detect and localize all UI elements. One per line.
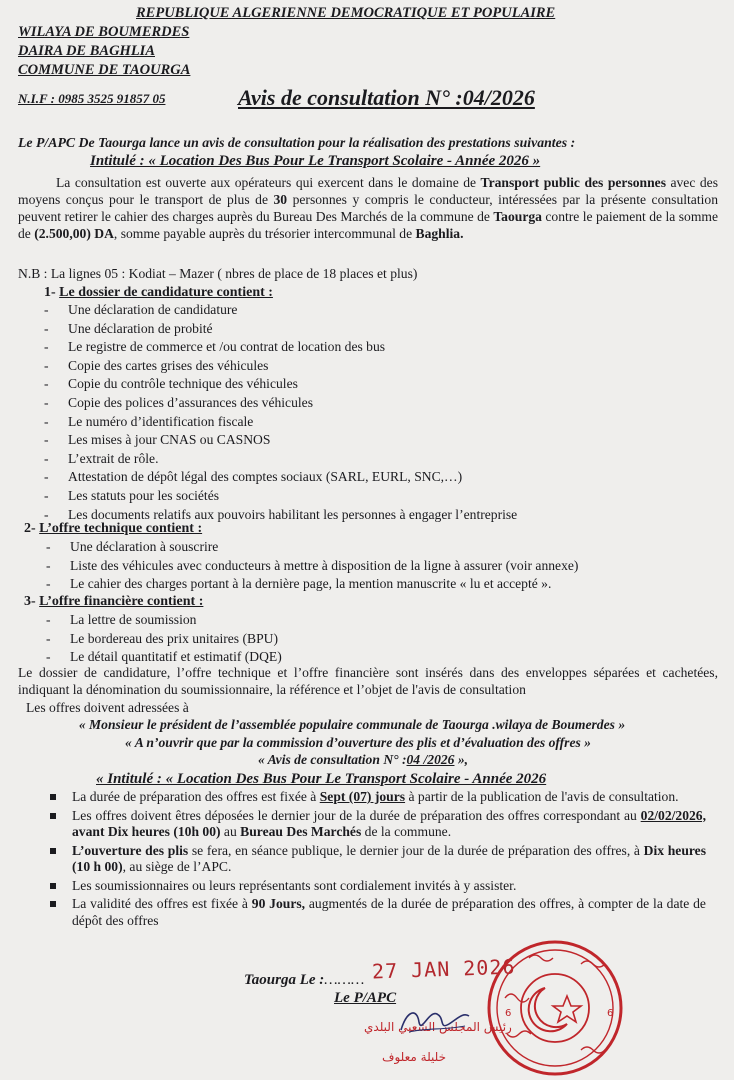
date-dots: ……… [324,972,365,988]
consultation-paragraph [18,174,718,242]
list-item: - L’extrait de rôle. [44,450,517,469]
list-item: - Attestation de dépôt légal des comptes sociaux (SARL, EURL, SNC,…) [44,468,517,487]
place-date-label [244,972,364,989]
official-stamp [485,938,625,1078]
document-title: Avis de consultation N° :04/2026 [238,85,535,110]
validity-period: 90 Jours, [251,896,306,911]
p1-text-g: contre le paiement de la somme de [18,209,719,241]
p1-treasury: Baghlia. [415,226,464,241]
list-item: - Le détail quantitatif et estimatif (DQE) [46,648,282,667]
envelopes-paragraph: Le dossier de candidature, l’offre technique et l’offre financière sont insérés dans des enveloppes séparées et cachetées, indiquant la dénomination du soumissionnaire, la référence et l’objet de l'avis de consultation [18,665,718,697]
place-label: Taourga Le : [244,972,325,988]
deposit-office: Bureau Des Marchés [240,824,362,839]
section1-heading [44,285,273,301]
section2-heading [24,521,202,537]
republic-header: REPUBLIQUE ALGERIENNE DEMOCRATIQUE ET POPULAIRE [136,5,556,21]
list-item: - Les statuts pour les sociétés [44,487,517,506]
addr3-text-c: », [454,752,469,767]
list-item: - Les mises à jour CNAS ou CASNOS [44,431,517,450]
section3-title: L’offre financière contient : [39,594,204,609]
daira-header: DAIRA DE BAGHLIA [18,43,155,59]
section3-heading [24,594,203,610]
p1-text-i: , somme payable auprès du trésorier intercommunal de [113,226,416,241]
address-line-2: « A n’ouvrir que par la commission d’ouverture des plis et d’évaluation des offres » [125,735,591,750]
addr3-text-a: « Avis de consultation N° : [257,752,407,767]
opening-time: Dix heures (10 h 00) [72,842,707,874]
address-intro: Les offres doivent adressées à [26,700,189,715]
address-line-1: « Monsieur le président de l’assemblée populaire communale de Taourga .wilaya de Boumerdes » [78,717,626,732]
section3-list [46,611,282,667]
list-item: - La lettre de soumission [46,611,282,630]
p1-capacity: 30 [273,192,288,207]
list-item: - Le registre de commerce et /ou contrat de location des bus [44,338,517,357]
commune-header: COMMUNE DE TAOURGA [18,62,191,78]
section1-number: 1- [44,285,56,300]
signatory-label: Le P/APC [334,990,397,1006]
nb-note: N.B : La lignes 05 : Kodiat – Mazer ( nbres de place de 18 places et plus) [18,266,418,281]
opening-label: L’ouverture des plis [72,842,189,858]
list-item: Les soumissionnaires ou leurs représentants sont cordialement invités à y assister. [46,878,706,895]
p1-text-c: avec des moyens conçus pour le transport de plus de [18,175,718,207]
section2-title: L’offre technique contient : [39,521,203,536]
p1-commune: Taourga [493,209,542,224]
intitule-line: Intitulé : « Location Des Bus Pour Le Transport Scolaire - Année 2026 » [90,153,541,169]
list-item: - Une déclaration de candidature [44,301,517,320]
list-item: - Les documents relatifs aux pouvoirs habilitant les personnes à engager l’entreprise [44,506,517,525]
list-item: Les offres doivent êtres déposées le dernier jour de la durée de préparation des offres correspondant au 02/02/2026, avant Dix heures (10h 00) au Bureau Des Marchés de la commune. [46,808,706,841]
list-item: - Le bordereau des prix unitaires (BPU) [46,630,282,649]
list-item: La validité des offres est fixée à 90 Jours, augmentés de la durée de préparation des offres, à compter de la date de dépôt des offres [46,896,706,929]
p1-domain: Transport public des personnes [480,175,666,190]
date-stamp: 27 JAN 2026 [371,954,516,984]
list-item: - Liste des véhicules avec conducteurs à mettre à disposition de la ligne à assurer (voir annexe) [46,557,578,576]
p1-text-e: personnes y compris le conducteur, intéressées par la présente consultation peuvent retirer le cahier des charges auprès du Bureau Des Marchés de la commune de [18,192,718,224]
address-line-3 [0,752,734,768]
wilaya-header: WILAYA DE BOUMERDES [18,24,190,40]
signatory-arabic-name: خليلة معلوف [382,1050,447,1064]
intro-line: Le P/APC De Taourga lance un avis de consultation pour la réalisation des prestations suivantes : [18,135,576,150]
list-item: - Copie des cartes grises des véhicules [44,357,517,376]
conditions-list [46,789,706,931]
nif-number: N.I.F : 0985 3525 91857 05 [18,91,166,106]
signatory-arabic-title: رئيس المجلس الشعبي البلدي [364,1020,512,1034]
deposit-time: avant Dix heures (10h 00) [72,824,221,839]
list-item: - Copie des polices d’assurances des véhicules [44,394,517,413]
p1-text-a: La consultation est ouverte aux opérateurs qui exercent dans le domaine de [56,175,481,190]
section2-list [46,538,578,594]
list-item: - Une déclaration de probité [44,320,517,339]
section3-number: 3- [24,594,36,609]
list-item: - Le numéro d’identification fiscale [44,413,517,432]
handwritten-signature [395,1000,475,1040]
addr3-number: 04 /2026 [406,752,455,767]
list-item: - Une déclaration à souscrire [46,538,578,557]
list-item: La durée de préparation des offres est fixée à Sept (07) jours à partir de la publication de l'avis de consultation. [46,789,706,806]
p1-amount: (2.500,00) DA [34,226,114,241]
list-item: L’ouverture des plis se fera, en séance publique, le dernier jour de la durée de préparation des offres, à Dix heures (10 h 00), au siège de l’APC. [46,843,706,876]
intitule-repeat: « Intitulé : « Location Des Bus Pour Le Transport Scolaire - Année 2026 [96,771,547,787]
deposit-date: 02/02/2026, [640,807,706,823]
stamp-number-right: 6 [607,1008,614,1019]
section1-list [44,301,517,524]
section2-number: 2- [24,521,36,536]
stamp-number-left: 6 [505,1008,512,1019]
list-item: - Le cahier des charges portant à la dernière page, la mention manuscrite « lu et accepté ». [46,575,578,594]
section1-title: Le dossier de candidature contient : [59,285,273,300]
preparation-duration: Sept (07) jours [319,789,406,804]
list-item: - Copie du contrôle technique des véhicules [44,375,517,394]
